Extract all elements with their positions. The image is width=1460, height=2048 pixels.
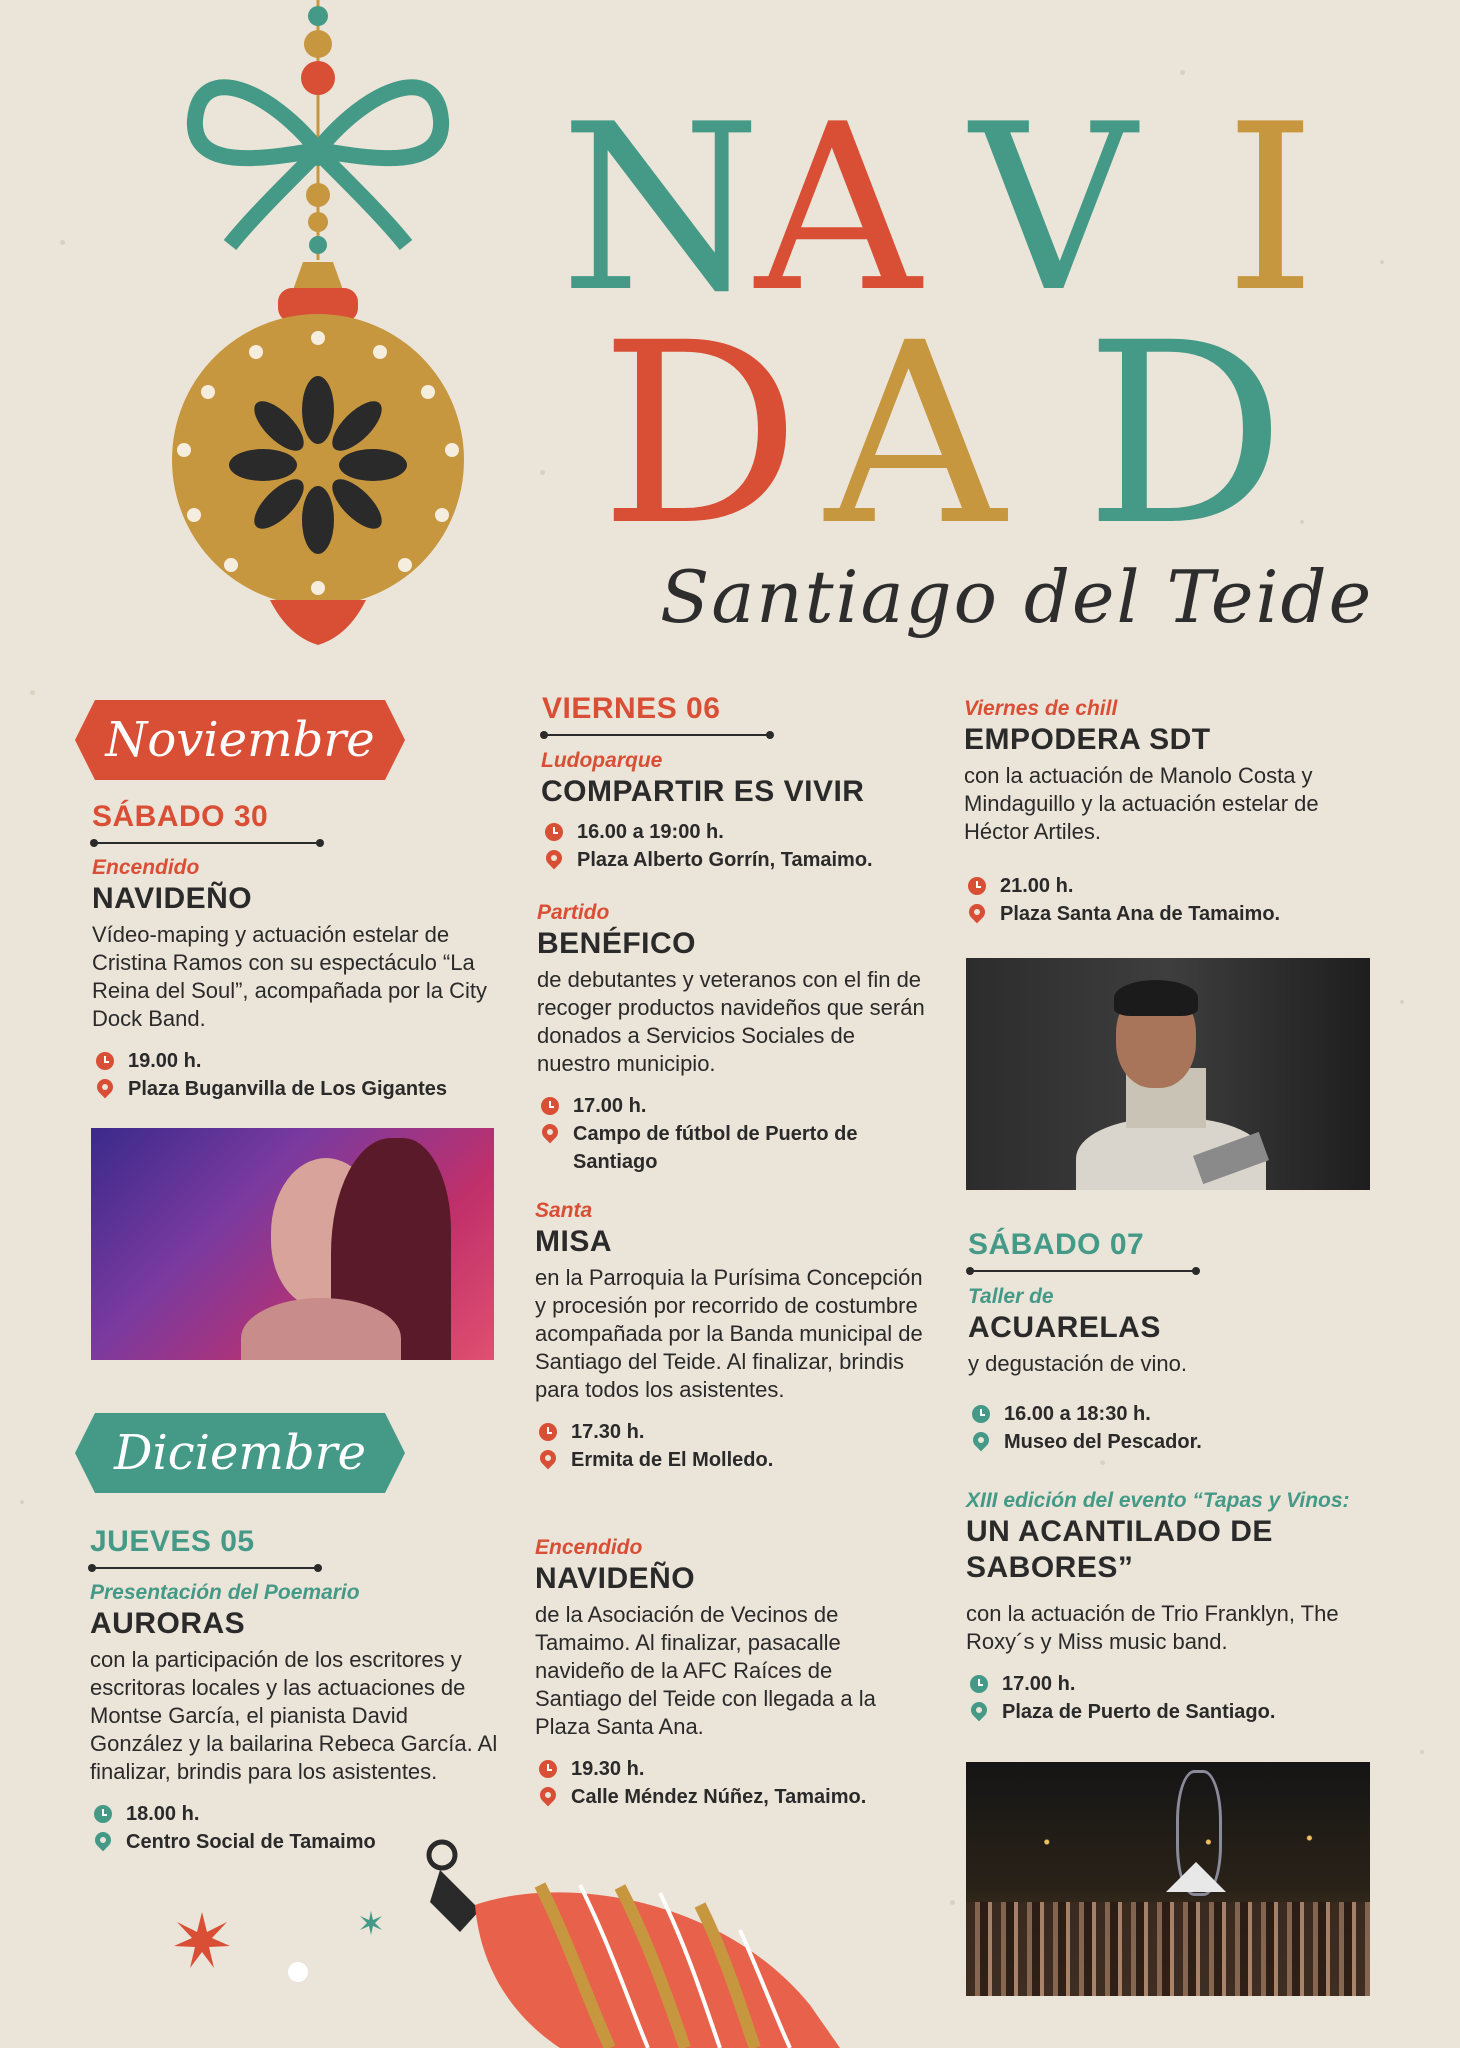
clock-icon (968, 877, 986, 895)
event-place: Calle Méndez Núñez, Tamaimo. (571, 1786, 867, 1808)
christmas-ornament-icon (170, 0, 490, 650)
event-description: en la Parroquia la Purísima Concepción y procesión por recorrido de costumbre acompañada por la Banda municipal de Santiago del Teide. Al finalizar, brindis para todos los asistentes. (535, 1265, 923, 1402)
clock-icon (972, 1405, 990, 1423)
clock-icon (96, 1052, 114, 1070)
event-time: 19.00 h. (128, 1050, 202, 1072)
event-auroras (90, 1580, 500, 1856)
day-label: VIERNES 06 (542, 692, 721, 725)
event-empodera (964, 696, 1384, 928)
day-label: JUEVES 05 (90, 1525, 255, 1558)
month-label-november: Noviembre (105, 712, 375, 768)
clock-icon (539, 1760, 557, 1778)
clock-icon (541, 1097, 559, 1115)
title-letter-d2: D (1085, 289, 1286, 580)
day-heading-sat07 (968, 1228, 1144, 1262)
clock-icon (970, 1675, 988, 1693)
event-description: y degustación de vino. (968, 1351, 1187, 1376)
divider (542, 734, 772, 736)
star-decoration-icon (172, 1910, 232, 1970)
event-place: Plaza Santa Ana de Tamaimo. (1000, 903, 1281, 925)
location-pin-icon (537, 1447, 560, 1470)
event-time: 17.00 h. (1002, 1673, 1076, 1695)
event-name: UN ACANTILADO DE SABORES” (966, 1515, 1273, 1584)
event-ludoparque (541, 748, 941, 874)
event-time: 16.00 a 19:00 h. (577, 821, 724, 843)
event-time: 18.00 h. (126, 1803, 200, 1825)
day-label: SÁBADO 30 (92, 800, 269, 833)
event-description: de debutantes y veteranos con el fin de recoger productos navideños que serán donados a Servicios Sociales de nuestro municipio. (537, 967, 925, 1076)
event-name: ACUARELAS (968, 1311, 1161, 1344)
location-pin-icon (94, 1076, 117, 1099)
photo-singer (91, 1128, 494, 1360)
title-letter-a2: A (825, 289, 1006, 580)
month-ribbon-november (95, 700, 385, 780)
event-name: MISA (535, 1225, 612, 1258)
title-letter-d1: D (600, 289, 801, 580)
day-label: SÁBADO 07 (968, 1228, 1145, 1261)
event-place: Museo del Pescador. (1004, 1431, 1202, 1453)
event-pretitle: Santa (535, 1199, 593, 1222)
photo-performer (966, 958, 1370, 1190)
event-navideno-gigantes (92, 855, 502, 1103)
event-navideno-tamaimo (535, 1535, 915, 1811)
day-heading-thu05 (90, 1525, 255, 1559)
location-pin-icon (970, 1429, 993, 1452)
event-name: BENÉFICO (537, 927, 697, 960)
event-pretitle: Presentación del Poemario (90, 1581, 360, 1604)
location-pin-icon (966, 901, 989, 924)
divider (92, 842, 322, 844)
title-letter-a: A (755, 76, 922, 343)
title-letter-i: I (1225, 76, 1316, 343)
event-name: AURORAS (90, 1607, 246, 1640)
event-name: EMPODERA SDT (964, 723, 1211, 756)
event-acuarelas (968, 1284, 1368, 1456)
title-letter-n: N (560, 76, 762, 343)
month-label-december: Diciembre (113, 1425, 367, 1481)
title-letter-v: V (970, 76, 1137, 343)
event-description: con la participación de los escritores y escritoras locales y las actuaciones de Montse García, el pianista David González y la bailarina Rebeca García. Al finalizar, brindis para los asistentes. (90, 1647, 498, 1784)
bottom-ornament-icon (420, 1835, 860, 2048)
divider (968, 1270, 1198, 1272)
event-description: Vídeo-maping y actuación estelar de Cristina Ramos con su espectáculo “La Reina del Soul”, acompañada por la City Dock Band. (92, 922, 488, 1031)
event-time: 21.00 h. (1000, 875, 1074, 897)
event-name: NAVIDEÑO (535, 1562, 696, 1595)
event-description: de la Asociación de Vecinos de Tamaimo. Al finalizar, pasacalle navideño de la AFC Raíces de Santiago del Teide con llegada a la Plaza Santa Ana. (535, 1602, 876, 1739)
location-pin-icon (968, 1699, 991, 1722)
day-heading-fri06 (542, 692, 720, 726)
event-pretitle: Partido (537, 901, 610, 924)
divider (90, 1567, 320, 1569)
event-pretitle: Ludoparque (541, 749, 663, 772)
dot-decoration (288, 1962, 308, 1982)
location-pin-icon (543, 847, 566, 870)
event-time: 17.00 h. (573, 1095, 647, 1117)
event-pretitle: Taller de (968, 1285, 1054, 1308)
small-star-icon (358, 1910, 384, 1936)
clock-icon (94, 1805, 112, 1823)
event-place: Plaza de Puerto de Santiago. (1002, 1701, 1276, 1723)
event-name: NAVIDEÑO (92, 882, 253, 915)
event-benefico (537, 900, 927, 1176)
event-pretitle: Viernes de chill (964, 697, 1118, 720)
event-place: Plaza Alberto Gorrín, Tamaimo. (577, 849, 873, 871)
subtitle: Santiago del Teide (660, 555, 1374, 639)
event-pretitle: Encendido (92, 856, 200, 879)
event-tapas-vinos (966, 1488, 1386, 1726)
event-place: Centro Social de Tamaimo (126, 1831, 376, 1853)
event-misa (535, 1198, 925, 1474)
event-time: 16.00 a 18:30 h. (1004, 1403, 1151, 1425)
location-pin-icon (537, 1784, 560, 1807)
event-place: Plaza Buganvilla de Los Gigantes (128, 1078, 447, 1100)
location-pin-icon (539, 1121, 562, 1144)
event-description: con la actuación de Manolo Costa y Mindaguillo y la actuación estelar de Héctor Artiles. (964, 763, 1319, 844)
event-pretitle: XIII edición del evento “Tapas y Vinos: (966, 1489, 1350, 1512)
day-heading-sat30 (92, 800, 268, 834)
clock-icon (545, 823, 563, 841)
photo-crowd-night (966, 1762, 1370, 1996)
event-name: COMPARTIR ES VIVIR (541, 775, 865, 808)
event-time: 19.30 h. (571, 1758, 645, 1780)
clock-icon (539, 1423, 557, 1441)
location-pin-icon (92, 1829, 115, 1852)
event-description: con la actuación de Trio Franklyn, The Roxy´s y Miss music band. (966, 1601, 1339, 1654)
event-pretitle: Encendido (535, 1536, 643, 1559)
event-place: Campo de fútbol de Puerto de Santiago (573, 1123, 858, 1173)
event-time: 17.30 h. (571, 1421, 645, 1443)
month-ribbon-december (95, 1413, 385, 1493)
event-place: Ermita de El Molledo. (571, 1449, 774, 1471)
